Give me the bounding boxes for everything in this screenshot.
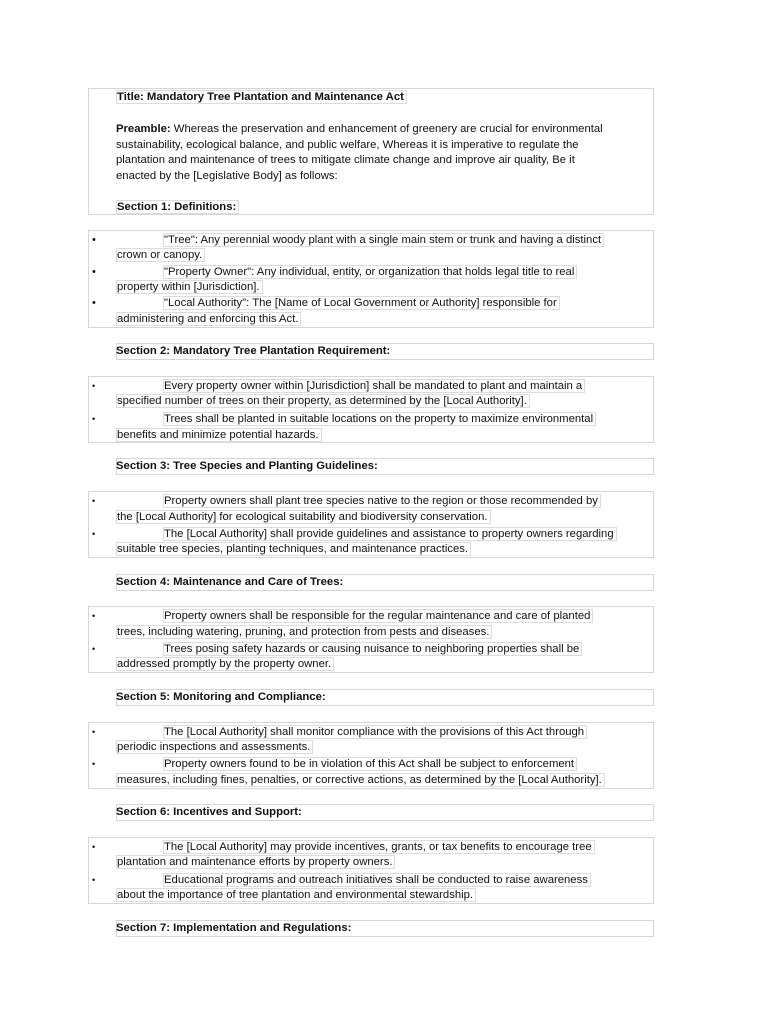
list-bullet: • — [92, 414, 96, 424]
list-item: Trees posing safety hazards or causing nuisance to neighboring properties shall be — [163, 641, 582, 657]
list-item: Every property owner within [Jurisdiction] shall be mandated to plant and maintain a — [163, 378, 585, 394]
list-item-continuation: crown or canopy. — [116, 247, 205, 263]
list-item: "Tree": Any perennial woody plant with a single main stem or trunk and having a distinct — [163, 232, 604, 248]
list-bullet: • — [92, 759, 96, 769]
list-bullet: • — [92, 381, 96, 391]
list-item-continuation: specified number of trees on their property, as determined by the [Local Authority]. — [116, 393, 530, 409]
list-item: Property owners found to be in violation of this Act shall be subject to enforcement — [163, 756, 577, 772]
list-item-continuation: measures, including fines, penalties, or corrective actions, as determined by the [Local Authority]. — [116, 772, 605, 788]
list-bullet: • — [92, 611, 96, 621]
list-item-continuation: the [Local Authority] for ecological suitability and biodiversity conservation. — [116, 509, 491, 525]
list-item-continuation: addressed promptly by the property owner. — [116, 656, 334, 672]
list-item: Trees shall be planted in suitable locations on the property to maximize environmental — [163, 411, 596, 427]
list-item-continuation: suitable tree species, planting techniques, and maintenance practices. — [116, 541, 471, 557]
section-7-heading: Section 7: Implementation and Regulations: — [116, 922, 352, 934]
preamble-line-1: Preamble: Whereas the preservation and enhancement of greenery are crucial for environmental — [116, 123, 603, 135]
list-item: "Local Authority": The [Name of Local Government or Authority] responsible for — [163, 295, 560, 311]
list-item-continuation: administering and enforcing this Act. — [116, 311, 301, 327]
list-bullet: • — [92, 529, 96, 539]
section-2-heading: Section 2: Mandatory Tree Plantation Requirement: — [116, 345, 391, 357]
preamble-line-3: plantation and maintenance of trees to mitigate climate change and improve air quality, Be it — [116, 154, 575, 166]
preamble-line-4: enacted by the [Legislative Body] as follows: — [116, 170, 338, 182]
list-item-continuation: about the importance of tree plantation and environmental stewardship. — [116, 887, 476, 903]
list-item-continuation: periodic inspections and assessments. — [116, 739, 313, 755]
list-bullet: • — [92, 644, 96, 654]
list-bullet: • — [92, 875, 96, 885]
list-bullet: • — [92, 234, 96, 246]
list-item-continuation: benefits and minimize potential hazards. — [116, 427, 322, 443]
list-item-continuation: property within [Jurisdiction]. — [116, 279, 263, 295]
preamble-label: Preamble: — [116, 123, 171, 135]
section-6-heading: Section 6: Incentives and Support: — [116, 806, 302, 818]
list-item: Property owners shall be responsible for the regular maintenance and care of planted — [163, 608, 593, 624]
list-item-continuation: trees, including watering, pruning, and protection from pests and diseases. — [116, 624, 492, 640]
list-item-continuation: plantation and maintenance efforts by property owners. — [116, 854, 395, 870]
list-item: "Property Owner": Any individual, entity, or organization that holds legal title to real — [163, 264, 577, 280]
list-bullet: • — [92, 842, 96, 852]
list-bullet: • — [92, 727, 96, 737]
list-bullet: • — [92, 297, 96, 309]
list-item: Educational programs and outreach initiatives shall be conducted to raise awareness — [163, 872, 591, 888]
list-bullet: • — [92, 496, 96, 506]
list-item: The [Local Authority] may provide incentives, grants, or tax benefits to encourage tree — [163, 839, 595, 855]
section-4-heading: Section 4: Maintenance and Care of Trees: — [116, 576, 344, 588]
list-item: The [Local Authority] shall provide guidelines and assistance to property owners regarding — [163, 526, 617, 542]
list-item: Property owners shall plant tree species native to the region or those recommended by — [163, 493, 601, 509]
section-1-heading: Section 1: Definitions: — [116, 199, 239, 215]
document-title: Title: Mandatory Tree Plantation and Maintenance Act — [116, 89, 407, 105]
preamble-line-2: sustainability, ecological balance, and public welfare, Whereas it is imperative to regulate the — [116, 139, 579, 151]
section-5-heading: Section 5: Monitoring and Compliance: — [116, 691, 326, 703]
list-item: The [Local Authority] shall monitor compliance with the provisions of this Act through — [163, 724, 587, 740]
section-3-heading: Section 3: Tree Species and Planting Guidelines: — [116, 460, 378, 472]
list-bullet: • — [92, 266, 96, 278]
